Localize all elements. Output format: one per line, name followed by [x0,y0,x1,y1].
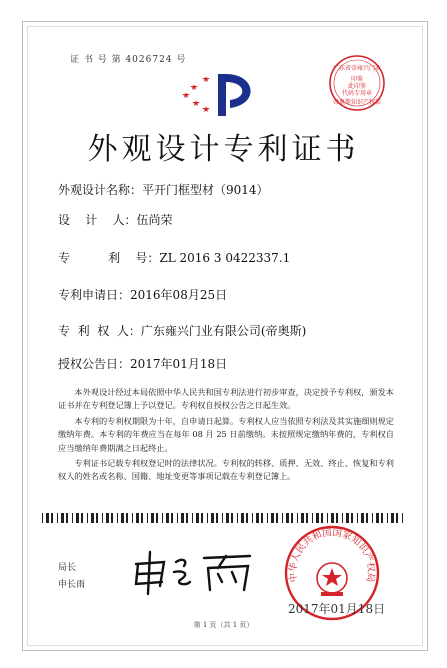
barcode-bar [306,513,308,523]
barcode-bar [201,513,203,523]
barcode-bar [121,513,124,523]
barcode-bar [372,513,373,523]
barcode-bar [396,513,398,523]
barcode-bar [252,513,253,523]
seal-date: 2017年01月18日 [288,602,386,616]
barcode-bar [87,513,88,523]
barcode-bar [286,513,289,523]
barcode-bar [321,513,323,523]
barcode-bar [117,513,118,523]
barcode-bar [271,513,274,523]
barcode-bar [171,513,173,523]
barcode-bar [226,513,229,523]
certificate-number: 证 书 号 第 4026724 号 [70,55,187,65]
svg-text:中华人民共和国国家知识产权局: 中华人民共和国国家知识产权局 [287,527,377,583]
barcode-bar [346,513,349,523]
barcode-bar [111,513,113,523]
barcode-bar [402,513,403,523]
barcode-bar [336,513,338,523]
barcode-bar [241,513,244,523]
company-seal: 广东省帝雍兴门业 印鉴 此印鉴 代码专用章 帝奥斯知识产权部 [328,54,386,112]
barcode-bar [186,513,188,523]
paragraph-legal-status: 专利证书记载专利权登记时的法律状况。专利权的转移、质押、无效、终止、恢复和专利权人的姓名或名称、国籍、地址变更等事项记载在专利登记簿上。 [58,458,394,482]
field-grant-date: 授权公告日：2017年01月18日 [58,357,228,371]
certificate-body-text [58,386,394,486]
field-patentee: 专 利 权 人：广东雍兴门业有限公司(帝奥斯) [58,324,307,338]
cnipa-logo-icon [178,68,270,120]
barcode-bar [376,513,379,523]
barcode-bar [192,513,193,523]
barcode-bar [256,513,259,523]
barcode-bar [72,513,73,523]
barcode-bar [327,513,328,523]
barcode-bar [231,513,233,523]
barcode-bar [141,513,143,523]
barcode-bar [312,513,313,523]
director-title: 局长 [58,563,77,573]
barcode-bar [177,513,178,523]
barcode-bar [222,513,223,523]
barcode-bar [316,513,319,523]
barcode-bar [216,513,218,523]
barcode-bar [246,513,248,523]
barcode-bar [291,513,293,523]
page-number: 第 1 页（共 1 页） [193,621,254,629]
barcode-bar [361,513,364,523]
barcode-bar [136,513,139,523]
barcode-bar [261,513,263,523]
barcode-bar [237,513,238,523]
barcode-bar [91,513,94,523]
barcode-bar [282,513,283,523]
barcode-bar [301,513,304,523]
barcode-bar [211,513,214,523]
barcode-bar [342,513,343,523]
barcode-bar [151,513,154,523]
barcode-bar [207,513,208,523]
field-application-date: 专利申请日：2016年08月25日 [58,288,228,302]
barcode-bar [132,513,133,523]
field-design-name: 外观设计名称：平开门框型材（9014） [58,183,269,197]
barcode-bar [276,513,278,523]
barcode-bar [391,513,394,523]
paragraph-term: 本专利的专利权期限为十年，自申请日起算。专利权人应当依照专利法及其实施细则规定缴纳年费。本专利的年费应当在每年 08 月 25 日前缴纳。未按照规定缴纳年费的，专利权自应当缴纳年费期满之日起终止。 [58,415,394,453]
barcode-bar [381,513,383,523]
barcode-bar [126,513,128,523]
barcode-bar [331,513,334,523]
barcode-bar [76,513,79,523]
field-patent-number: 专 利 号：ZL 2016 3 0422337.1 [58,251,291,265]
certificate-title: 外观设计专利证书 [87,132,360,167]
barcode-bar [57,513,58,523]
paragraph-grant: 本外观设计经过本局依照中华人民共和国专利法进行初步审查，决定授予专利权，颁发本证书并在专利登记簿上予以登记。专利权自授权公告之日起生效。 [58,387,394,411]
barcode-bar [81,513,83,523]
barcode-bar [102,513,103,523]
barcode-bar [166,513,169,523]
barcode-bar [46,513,49,523]
barcode-bar [51,513,53,523]
director-name: 申长雨 [58,580,86,590]
barcode-bar [42,513,43,523]
barcode-bar [297,513,298,523]
barcode-bar [106,513,109,523]
barcode-bar [196,513,199,523]
barcode-bar [147,513,148,523]
field-designer: 设 计 人：伍尚荣 [58,213,173,227]
barcode-bar [162,513,163,523]
barcode-bar [267,513,268,523]
barcode-bar [181,513,184,523]
barcode-bar [96,513,98,523]
director-signature [130,548,260,596]
barcode [42,513,404,523]
barcode-bar [357,513,358,523]
barcode-bar [61,513,64,523]
barcode-bar [366,513,368,523]
barcode-bar [351,513,353,523]
barcode-bar [66,513,68,523]
barcode-bar [156,513,158,523]
barcode-bar [387,513,388,523]
